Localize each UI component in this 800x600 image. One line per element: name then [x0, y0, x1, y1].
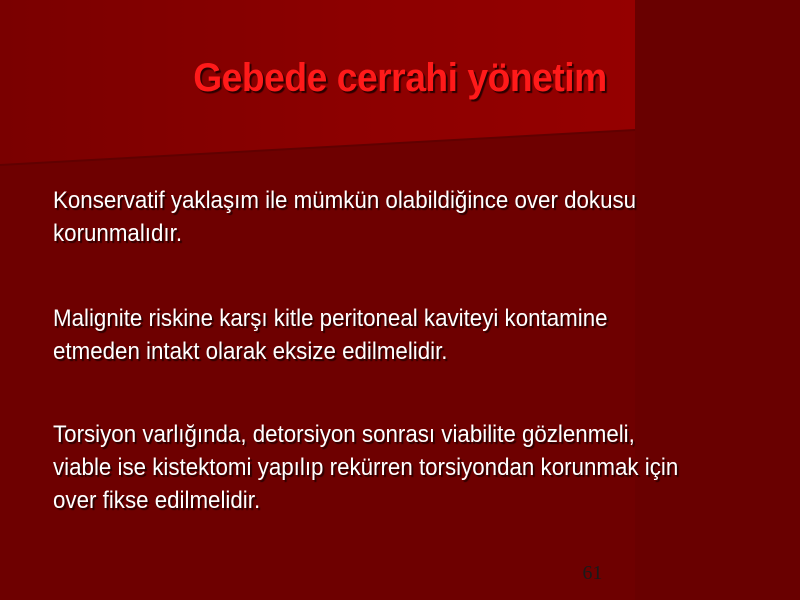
- bullet-line: etmeden intakt olarak eksize edilmelidir.: [53, 338, 448, 365]
- bullet-line: korunmalıdır.: [53, 220, 183, 247]
- bullet-item: [53, 184, 760, 250]
- bullet-line: Malignite riskine karşı kitle peritoneal kaviteyi kontamine: [53, 305, 608, 332]
- bullet-list: [53, 184, 773, 569]
- bullet-item: [53, 302, 760, 368]
- page-number: 61: [582, 562, 603, 584]
- bullet-line: Konservatif yaklaşım ile mümkün olabildiğince over dokusu: [53, 187, 637, 214]
- bullet-item: [53, 418, 760, 517]
- bullet-line: viable ise kistektomi yapılıp rekürren torsiyondan korunmak için: [53, 454, 679, 481]
- bullet-line: over fikse edilmelidir.: [53, 487, 261, 514]
- bullet-line: Torsiyon varlığında, detorsiyon sonrası viabilite gözlenmeli,: [53, 421, 635, 448]
- slide-title: Gebede cerrahi yönetim: [193, 56, 607, 100]
